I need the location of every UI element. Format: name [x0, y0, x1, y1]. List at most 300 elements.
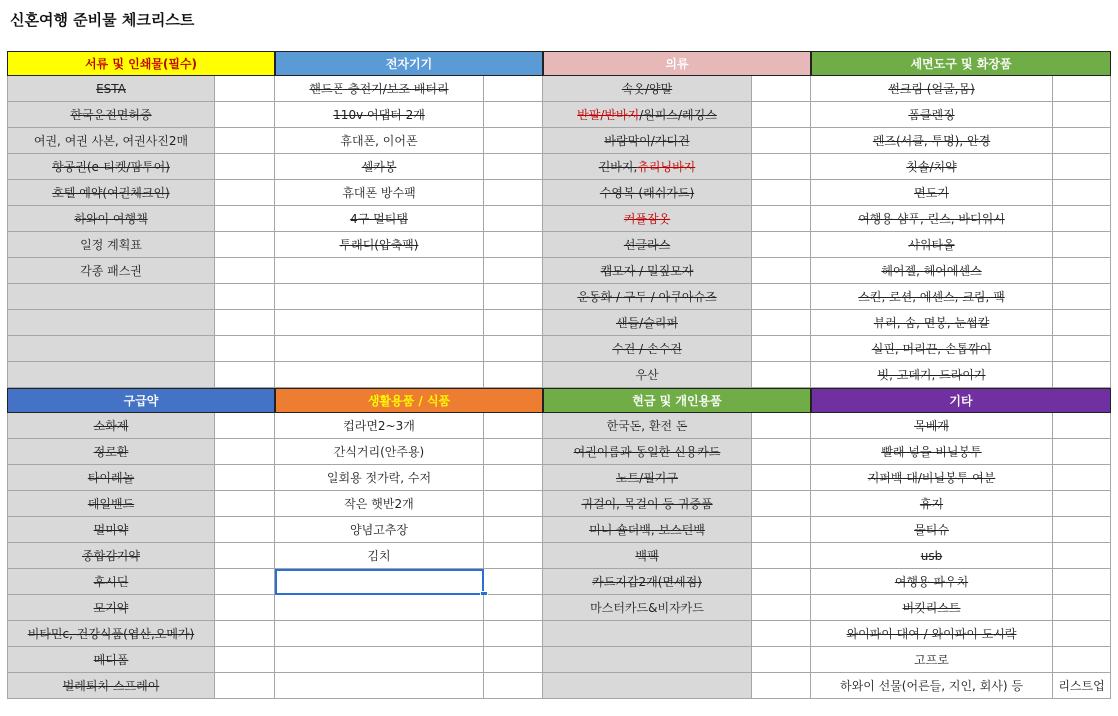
checklist-row [7, 310, 275, 336]
item-text: 속옷/양말 [621, 82, 673, 96]
item-cell[interactable] [7, 102, 215, 128]
check-cell[interactable] [484, 595, 543, 621]
check-cell[interactable] [484, 543, 543, 569]
check-cell[interactable] [1053, 647, 1111, 673]
check-cell[interactable] [484, 336, 543, 362]
bottom-section-3 [811, 388, 1111, 699]
check-cell[interactable] [752, 621, 811, 647]
item-cell[interactable] [275, 362, 484, 388]
bottom-section-0 [7, 388, 275, 699]
check-cell[interactable] [484, 673, 543, 699]
checklist-row [811, 362, 1111, 388]
item-text: 목베개 [914, 419, 949, 433]
item-cell[interactable] [275, 232, 484, 258]
item-cell[interactable] [543, 595, 752, 621]
checklist-row [275, 310, 543, 336]
check-cell[interactable] [752, 310, 811, 336]
item-text: 와이파이 대여 / 와이파이 도시락 [846, 627, 1017, 641]
check-cell[interactable] [215, 491, 275, 517]
check-cell[interactable] [484, 621, 543, 647]
item-cell[interactable] [7, 206, 215, 232]
item-text: 여행용 파우치 [894, 575, 969, 589]
item-text: ESTA [96, 81, 126, 96]
checklist-row [543, 206, 811, 232]
item-cell[interactable] [811, 647, 1053, 673]
item-cell[interactable] [7, 647, 215, 673]
item-cell[interactable] [7, 284, 215, 310]
item-cell[interactable] [811, 128, 1053, 154]
check-cell[interactable] [484, 102, 543, 128]
checklist-row [811, 180, 1111, 206]
checklist-row [811, 336, 1111, 362]
checklist-row [811, 76, 1111, 102]
checklist-row [811, 543, 1111, 569]
item-cell[interactable] [811, 180, 1053, 206]
check-cell[interactable] [752, 491, 811, 517]
item-cell[interactable] [811, 595, 1053, 621]
item-text: 소화제 [93, 419, 129, 433]
checklist-row [275, 154, 543, 180]
item-cell[interactable] [275, 76, 484, 102]
check-cell[interactable] [752, 206, 811, 232]
item-cell[interactable] [543, 439, 752, 465]
item-text: 칫솔/치약 [906, 160, 957, 174]
item-text: 여권, 여권 사본, 여권사진2매 [33, 134, 189, 148]
item-cell[interactable] [811, 102, 1053, 128]
selected-cell[interactable] [275, 569, 484, 595]
item-cell[interactable] [275, 673, 484, 699]
item-cell[interactable] [7, 128, 215, 154]
item-cell[interactable] [275, 206, 484, 232]
checklist-row [811, 595, 1111, 621]
item-cell[interactable] [275, 517, 484, 543]
check-cell[interactable] [752, 465, 811, 491]
check-cell[interactable] [484, 154, 543, 180]
item-cell[interactable] [7, 413, 215, 439]
item-cell[interactable] [7, 491, 215, 517]
check-cell[interactable] [484, 362, 543, 388]
check-cell[interactable] [1053, 102, 1111, 128]
check-cell[interactable] [215, 439, 275, 465]
item-cell[interactable] [811, 465, 1053, 491]
item-cell[interactable] [275, 465, 484, 491]
item-cell[interactable] [7, 569, 215, 595]
item-cell[interactable] [7, 258, 215, 284]
check-cell[interactable] [752, 595, 811, 621]
check-cell[interactable] [215, 76, 275, 102]
checklist-row [811, 439, 1111, 465]
item-text: 메디폼 [93, 653, 129, 667]
item-text: 지퍼백 대/비닐봉투 여분 [867, 471, 996, 485]
check-cell[interactable] [1053, 465, 1111, 491]
check-cell[interactable] [1053, 284, 1111, 310]
item-cell[interactable] [811, 258, 1053, 284]
check-cell[interactable] [752, 128, 811, 154]
checklist-row [275, 673, 543, 699]
checklist-row [275, 258, 543, 284]
check-cell[interactable] [1053, 413, 1111, 439]
item-text: 운동화 / 구두 / 아쿠아슈즈 [577, 290, 717, 304]
item-text: 샌들/슬리퍼 [615, 316, 678, 330]
check-cell[interactable] [484, 206, 543, 232]
item-cell[interactable] [543, 128, 752, 154]
check-cell[interactable] [1053, 336, 1111, 362]
item-cell[interactable] [275, 128, 484, 154]
item-cell[interactable] [275, 336, 484, 362]
checklist-row [543, 102, 811, 128]
item-cell[interactable] [543, 673, 752, 699]
item-cell[interactable] [543, 336, 752, 362]
item-cell[interactable] [543, 180, 752, 206]
check-cell[interactable] [215, 413, 275, 439]
check-cell[interactable] [752, 517, 811, 543]
checklist-row [811, 128, 1111, 154]
checklist-row [7, 517, 275, 543]
item-cell[interactable] [811, 413, 1053, 439]
checklist-row [811, 491, 1111, 517]
check-cell[interactable] [484, 284, 543, 310]
checklist-row [275, 543, 543, 569]
check-cell[interactable] [215, 595, 275, 621]
item-text: 물티슈 [914, 523, 949, 537]
check-cell[interactable] [484, 491, 543, 517]
check-cell[interactable] [484, 180, 543, 206]
check-cell[interactable] [1053, 621, 1111, 647]
check-cell[interactable] [1053, 595, 1111, 621]
item-cell[interactable] [7, 76, 215, 102]
bottom-section-2 [543, 388, 811, 699]
item-cell[interactable] [275, 439, 484, 465]
category-header[interactable]: 현금 및 개인용품 [543, 388, 811, 413]
checklist-row [7, 362, 275, 388]
item-cell[interactable] [7, 465, 215, 491]
checklist-row [275, 491, 543, 517]
item-cell[interactable] [275, 258, 484, 284]
item-cell[interactable] [7, 517, 215, 543]
item-cell[interactable] [275, 647, 484, 673]
check-cell[interactable] [484, 465, 543, 491]
item-cell[interactable] [543, 647, 752, 673]
item-cell[interactable] [7, 543, 215, 569]
checklist-row [275, 362, 543, 388]
item-cell[interactable] [543, 102, 752, 128]
checklist-row [275, 439, 543, 465]
item-text: 투래디(압축팩) [339, 238, 419, 252]
check-cell[interactable] [752, 673, 811, 699]
item-text: 셀카봉 [361, 160, 397, 174]
check-cell[interactable] [215, 284, 275, 310]
item-cell[interactable] [811, 336, 1053, 362]
check-cell[interactable] [1053, 491, 1111, 517]
category-header[interactable]: 기타 [811, 388, 1111, 413]
item-text: 항공권(e-티켓/팜투어) [52, 160, 170, 174]
checklist-row [275, 647, 543, 673]
check-cell[interactable] [1053, 128, 1111, 154]
check-cell[interactable] [215, 258, 275, 284]
checklist-row [275, 621, 543, 647]
item-text: 썬크림 (얼굴,몸) [888, 82, 975, 96]
checklist-row [543, 621, 811, 647]
item-text: 여권이름과 동일한 신용카드 [573, 445, 721, 459]
checklist-row [543, 180, 811, 206]
check-cell[interactable] [484, 439, 543, 465]
item-cell[interactable] [543, 284, 752, 310]
checklist-row [543, 76, 811, 102]
item-cell[interactable] [811, 76, 1053, 102]
item-cell[interactable] [7, 621, 215, 647]
item-cell[interactable] [7, 595, 215, 621]
item-cell[interactable] [811, 362, 1053, 388]
item-cell[interactable] [275, 284, 484, 310]
item-cell[interactable] [811, 673, 1053, 699]
check-cell[interactable] [215, 465, 275, 491]
item-text: 뷰러, 솜, 면봉, 눈썹칼 [873, 316, 990, 330]
item-text: 호텔 예약(여권체크인) [52, 186, 170, 200]
check-cell[interactable] [484, 413, 543, 439]
sheet-title: 신혼여행 준비물 체크리스트 [10, 11, 195, 29]
item-cell[interactable] [543, 258, 752, 284]
check-cell[interactable] [215, 647, 275, 673]
top-section-0 [7, 51, 275, 388]
check-cell[interactable] [1053, 310, 1111, 336]
item-cell[interactable] [543, 465, 752, 491]
item-cell[interactable] [543, 76, 752, 102]
check-cell[interactable] [752, 336, 811, 362]
check-cell[interactable] [484, 76, 543, 102]
check-cell[interactable] [484, 258, 543, 284]
item-cell[interactable] [275, 543, 484, 569]
category-header[interactable]: 생활용품 / 식품 [275, 388, 543, 413]
item-text: 데일밴드 [87, 497, 135, 511]
check-cell[interactable] [1053, 517, 1111, 543]
item-cell[interactable] [811, 154, 1053, 180]
item-cell[interactable] [543, 413, 752, 439]
checklist-row [543, 543, 811, 569]
checklist-row [543, 465, 811, 491]
checklist-row [811, 310, 1111, 336]
checklist-row [811, 569, 1111, 595]
check-cell[interactable] [752, 232, 811, 258]
item-cell[interactable] [543, 232, 752, 258]
item-text-part: 긴바지, [598, 160, 638, 174]
check-cell[interactable] [752, 258, 811, 284]
item-text: 수영복 (래쉬가드) [599, 186, 695, 200]
item-cell[interactable] [811, 621, 1053, 647]
item-text: 노트/필기구 [615, 471, 678, 485]
category-header[interactable]: 전자기기 [275, 51, 543, 76]
item-text: 한국돈, 환전 돈 [606, 419, 688, 433]
check-cell[interactable] [484, 128, 543, 154]
check-cell[interactable] [215, 336, 275, 362]
item-cell[interactable] [811, 543, 1053, 569]
check-cell[interactable] [1053, 439, 1111, 465]
check-cell[interactable] [484, 647, 543, 673]
item-cell[interactable] [811, 284, 1053, 310]
item-text: 일회용 젓가락, 수저 [326, 471, 432, 485]
item-text: 스킨, 로션, 에센스, 크림, 팩 [858, 290, 1005, 304]
item-text: 귀걸이, 목걸이 등 귀중품 [581, 497, 713, 511]
item-cell[interactable] [811, 232, 1053, 258]
checklist-row [275, 232, 543, 258]
item-cell[interactable] [275, 102, 484, 128]
check-cell[interactable] [215, 621, 275, 647]
category-header[interactable]: 세면도구 및 화장품 [811, 51, 1111, 76]
category-header[interactable]: 구급약 [7, 388, 275, 413]
item-cell[interactable] [543, 569, 752, 595]
check-cell[interactable] [1053, 569, 1111, 595]
item-cell[interactable] [7, 180, 215, 206]
check-cell[interactable] [752, 76, 811, 102]
item-cell[interactable] [275, 491, 484, 517]
checklist-row [543, 569, 811, 595]
checklist-row [811, 413, 1111, 439]
item-cell[interactable] [543, 154, 752, 180]
check-cell[interactable] [215, 128, 275, 154]
item-cell[interactable] [7, 439, 215, 465]
checklist-row [275, 336, 543, 362]
item-text: 각종 패스권 [80, 264, 142, 278]
item-cell[interactable] [543, 362, 752, 388]
item-cell[interactable] [7, 310, 215, 336]
checklist-row [543, 439, 811, 465]
checklist-row [543, 362, 811, 388]
check-cell[interactable] [1053, 543, 1111, 569]
item-cell[interactable] [7, 154, 215, 180]
check-cell[interactable] [752, 569, 811, 595]
item-cell[interactable] [811, 206, 1053, 232]
check-cell[interactable] [752, 543, 811, 569]
check-cell[interactable] [752, 180, 811, 206]
checklist-row [811, 258, 1111, 284]
checklist-row [543, 128, 811, 154]
check-cell[interactable] [1053, 232, 1111, 258]
item-text: 작은 햇반2개 [344, 497, 414, 511]
item-text-part: /원피스/레깅스 [639, 108, 717, 122]
check-cell[interactable] [215, 154, 275, 180]
check-cell[interactable] [215, 102, 275, 128]
item-text: 면도기 [914, 186, 949, 200]
check-cell[interactable] [215, 310, 275, 336]
check-cell[interactable]: 리스트업 [1053, 673, 1111, 699]
check-cell[interactable] [484, 569, 543, 595]
item-text: 김치 [367, 549, 391, 563]
checklist-row [543, 336, 811, 362]
check-cell[interactable] [215, 206, 275, 232]
item-text: 종합감기약 [82, 549, 140, 563]
item-cell[interactable] [7, 232, 215, 258]
item-cell[interactable] [543, 621, 752, 647]
check-cell[interactable] [752, 439, 811, 465]
item-text: 핸드폰 충전기/보조 배터리 [309, 82, 449, 96]
item-cell[interactable] [275, 310, 484, 336]
item-text: 캡모자 / 밀짚모자 [600, 264, 694, 278]
item-cell[interactable] [543, 310, 752, 336]
item-cell[interactable] [811, 517, 1053, 543]
check-cell[interactable] [752, 413, 811, 439]
check-cell[interactable] [215, 543, 275, 569]
checklist-row [275, 569, 543, 595]
item-cell[interactable] [7, 362, 215, 388]
item-cell[interactable] [811, 569, 1053, 595]
check-cell[interactable] [1053, 362, 1111, 388]
check-cell[interactable] [752, 362, 811, 388]
checklist-row [811, 206, 1111, 232]
checklist-row [275, 465, 543, 491]
checklist-row [7, 569, 275, 595]
check-cell[interactable] [215, 180, 275, 206]
item-cell[interactable] [7, 673, 215, 699]
item-cell[interactable] [275, 413, 484, 439]
checklist-row [7, 206, 275, 232]
bottom-section-1 [275, 388, 543, 699]
item-cell[interactable] [811, 439, 1053, 465]
check-cell[interactable] [1053, 76, 1111, 102]
top-section-1 [275, 51, 543, 388]
check-cell[interactable] [1053, 206, 1111, 232]
item-cell[interactable] [811, 491, 1053, 517]
item-cell[interactable] [275, 621, 484, 647]
check-cell[interactable] [752, 102, 811, 128]
check-cell[interactable] [215, 569, 275, 595]
item-cell[interactable] [811, 310, 1053, 336]
checklist-row [7, 258, 275, 284]
checklist-row [7, 76, 275, 102]
check-cell[interactable] [215, 362, 275, 388]
check-cell[interactable] [484, 310, 543, 336]
checklist-row [543, 232, 811, 258]
check-cell[interactable] [215, 517, 275, 543]
checklist-row [275, 517, 543, 543]
item-text: 일정 계획표 [80, 238, 142, 252]
item-text: 백팩 [635, 549, 659, 563]
check-cell[interactable] [1053, 258, 1111, 284]
check-cell[interactable] [752, 647, 811, 673]
checklist-row [7, 465, 275, 491]
check-cell[interactable] [215, 673, 275, 699]
item-cell[interactable] [7, 336, 215, 362]
check-cell[interactable] [215, 232, 275, 258]
checklist-row [543, 673, 811, 699]
check-cell[interactable] [484, 232, 543, 258]
check-cell[interactable] [752, 154, 811, 180]
item-cell[interactable] [275, 180, 484, 206]
checklist-row [811, 517, 1111, 543]
item-text: 카드지갑2개(면세점) [592, 575, 702, 589]
check-cell[interactable] [1053, 154, 1111, 180]
check-cell[interactable] [1053, 180, 1111, 206]
item-cell[interactable] [275, 595, 484, 621]
item-cell[interactable] [543, 206, 752, 232]
category-header[interactable]: 서류 및 인쇄물(필수) [7, 51, 275, 76]
checklist-row [7, 491, 275, 517]
item-cell[interactable] [543, 517, 752, 543]
item-cell[interactable] [543, 491, 752, 517]
checklist-row [7, 102, 275, 128]
top-section-3 [811, 51, 1111, 388]
check-cell[interactable] [484, 517, 543, 543]
checklist-row [543, 284, 811, 310]
category-header[interactable]: 의류 [543, 51, 811, 76]
item-text: 렌즈(서클, 투명), 안경 [872, 134, 991, 148]
check-cell[interactable] [752, 284, 811, 310]
item-text: 빗, 고데기, 드라이기 [877, 368, 986, 382]
checklist-row [543, 154, 811, 180]
checklist-row [7, 621, 275, 647]
item-text: 우산 [635, 368, 659, 382]
item-cell[interactable] [275, 154, 484, 180]
item-cell[interactable] [543, 543, 752, 569]
checklist-row [7, 439, 275, 465]
